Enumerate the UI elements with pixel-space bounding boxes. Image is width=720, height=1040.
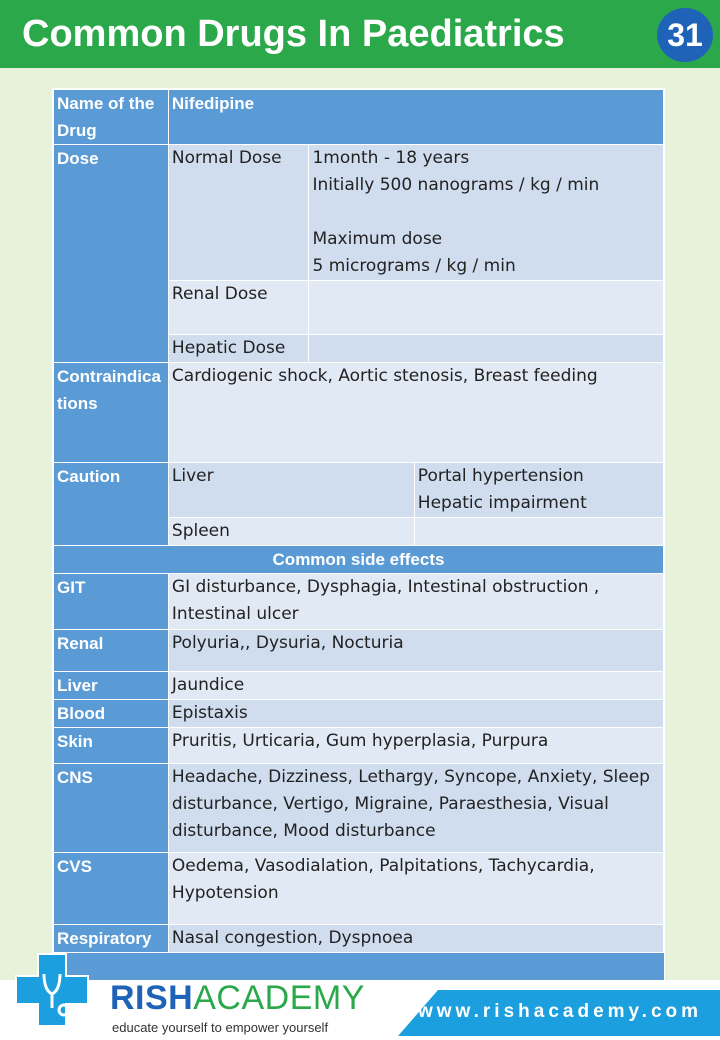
side-effect-value: Nasal congestion, Dyspnoea xyxy=(168,925,663,953)
side-effect-value: Jaundice xyxy=(168,672,663,700)
side-effect-value: Oedema, Vasodialation, Palpitations, Tachycardia, Hypotension xyxy=(168,853,663,925)
caution-liver-value: Portal hypertension Hepatic impairment xyxy=(414,463,663,518)
side-effect-label: Skin xyxy=(54,728,169,764)
hepatic-dose-label: Hepatic Dose xyxy=(168,335,309,363)
contraindications-value: Cardiogenic shock, Aortic stenosis, Breast feeding xyxy=(168,363,663,463)
caution-spleen-value xyxy=(414,518,663,546)
normal-dose-line: Initially 500 nanograms / kg / min xyxy=(312,175,600,195)
side-effect-value: GI disturbance, Dysphagia, Intestinal obstruction , Intestinal ulcer xyxy=(168,574,663,630)
side-effect-label: CNS xyxy=(54,764,169,853)
page-title: Common Drugs In Paediatrics xyxy=(22,13,565,55)
drug-name-label: Name of the Drug xyxy=(54,90,169,145)
caution-liver-label: Liver xyxy=(168,463,414,518)
normal-dose-line: Maximum dose xyxy=(312,229,443,249)
brand-name-light: ACADEMY xyxy=(193,979,365,1017)
normal-dose-line: 1month - 18 years xyxy=(312,148,470,168)
drug-table xyxy=(52,88,665,983)
side-effect-label: Blood xyxy=(54,700,169,728)
side-effect-value: Epistaxis xyxy=(168,700,663,728)
normal-dose-label: Normal Dose xyxy=(168,145,309,281)
side-effect-label: GIT xyxy=(54,574,169,630)
header-bar xyxy=(0,0,720,68)
side-effect-label: CVS xyxy=(54,853,169,925)
brand-tagline: educate yourself to empower yourself xyxy=(112,1020,329,1035)
caution-spleen-label: Spleen xyxy=(168,518,414,546)
caution-label: Caution xyxy=(54,463,169,546)
contraindications-label xyxy=(54,363,169,463)
dose-label: Dose xyxy=(54,145,169,363)
side-effect-label: Respiratory xyxy=(54,925,169,953)
website-link[interactable]: www.rishacademy.com xyxy=(418,1001,703,1022)
side-effects-heading: Common side effects xyxy=(54,546,664,574)
hepatic-dose-value xyxy=(309,335,664,363)
side-effect-label: Renal xyxy=(54,630,169,672)
renal-dose-value xyxy=(309,281,664,335)
contraindications-label-text: Contraindications xyxy=(57,367,161,413)
brand-name xyxy=(110,978,365,1018)
normal-dose-line xyxy=(312,199,660,226)
normal-dose-value xyxy=(309,145,664,281)
side-effect-value: Polyuria,, Dysuria, Nocturia xyxy=(168,630,663,672)
renal-dose-label: Renal Dose xyxy=(168,281,309,335)
drug-name-value: Nifedipine xyxy=(168,90,663,145)
page-number-badge: 31 xyxy=(657,8,713,62)
side-effect-label: Liver xyxy=(54,672,169,700)
side-effect-value: Headache, Dizziness, Lethargy, Syncope, Anxiety, Sleep disturbance, Vertigo, Migraine, Paraesthesia, Visual disturbance, Mood disturbance xyxy=(168,764,663,853)
normal-dose-line: 5 micrograms / kg / min xyxy=(312,256,516,276)
brand-name-bold: RISH xyxy=(110,979,194,1017)
side-effect-value: Pruritis, Urticaria, Gum hyperplasia, Purpura xyxy=(168,728,663,764)
rish-academy-logo-icon xyxy=(10,948,94,1032)
